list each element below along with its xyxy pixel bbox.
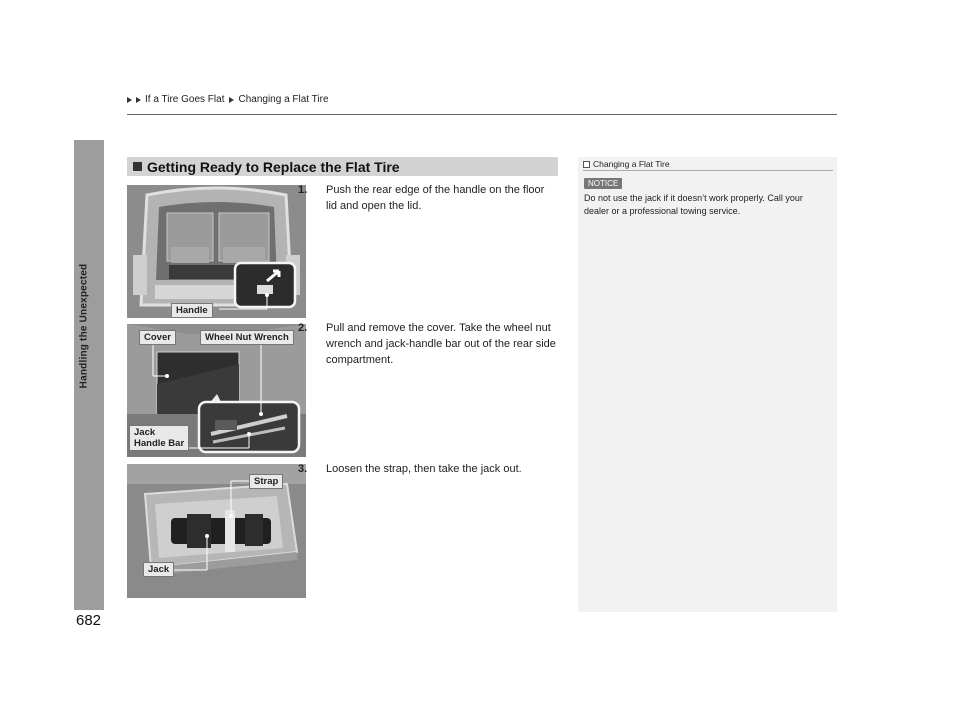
figure-jack-strap bbox=[127, 464, 306, 598]
figure-side-compartment bbox=[127, 324, 306, 457]
step-2-body: Pull and remove the cover. Take the wheel nut wrench and jack-handle bar out of the rear side compartment. bbox=[326, 322, 556, 366]
page-number: 682 bbox=[76, 612, 102, 629]
notes-sidebar bbox=[578, 157, 837, 612]
breadcrumb-item[interactable]: If a Tire Goes Flat bbox=[145, 94, 225, 105]
callout-jack: Jack bbox=[143, 562, 174, 577]
breadcrumb-arrow-icon bbox=[136, 97, 141, 103]
header-rule bbox=[127, 114, 837, 115]
step-1-text bbox=[298, 182, 557, 214]
reference-icon bbox=[583, 161, 590, 168]
step-1 bbox=[298, 182, 557, 214]
breadcrumb-arrow-icon bbox=[229, 97, 234, 103]
notice-badge: NOTICE bbox=[584, 178, 622, 189]
breadcrumb bbox=[127, 94, 329, 105]
breadcrumb-arrow-icon bbox=[127, 97, 132, 103]
step-1-body: Push the rear edge of the handle on the floor lid and open the lid. bbox=[326, 184, 545, 212]
sidebar-rule bbox=[583, 170, 833, 171]
callout-jack-handle-bar-line2: Handle Bar bbox=[134, 438, 185, 449]
step-2-text bbox=[298, 320, 557, 368]
callout-handle: Handle bbox=[171, 303, 213, 318]
notice-text: Do not use the jack if it doesn’t work properly. Call your dealer or a professional towing service. bbox=[584, 193, 803, 216]
step-3-text bbox=[298, 461, 557, 477]
step-3 bbox=[298, 461, 557, 477]
sidebar-title bbox=[583, 159, 670, 169]
breadcrumb-item[interactable]: Changing a Flat Tire bbox=[238, 94, 329, 105]
callout-jack-handle-bar-line1: Jack bbox=[134, 427, 156, 438]
chapter-side-tab-label: Handling the Unexpected bbox=[78, 263, 90, 389]
step-2 bbox=[298, 320, 557, 368]
section-title: Getting Ready to Replace the Flat Tire bbox=[147, 158, 400, 175]
step-3-body: Loosen the strap, then take the jack out. bbox=[326, 463, 522, 475]
figure-cargo-floor-handle bbox=[127, 185, 306, 318]
section-header bbox=[127, 157, 558, 176]
callout-jack-handle-bar bbox=[129, 425, 189, 451]
callout-wheel-nut-wrench: Wheel Nut Wrench bbox=[200, 330, 294, 345]
callout-cover: Cover bbox=[139, 330, 176, 345]
sidebar-title-text: Changing a Flat Tire bbox=[593, 159, 670, 169]
cargo-area-illustration bbox=[127, 185, 306, 318]
callout-strap: Strap bbox=[249, 474, 283, 489]
step-1-number: 1. bbox=[298, 184, 308, 196]
section-square-icon bbox=[133, 162, 142, 171]
step-3-number: 3. bbox=[298, 463, 308, 475]
step-2-number: 2. bbox=[298, 322, 308, 334]
